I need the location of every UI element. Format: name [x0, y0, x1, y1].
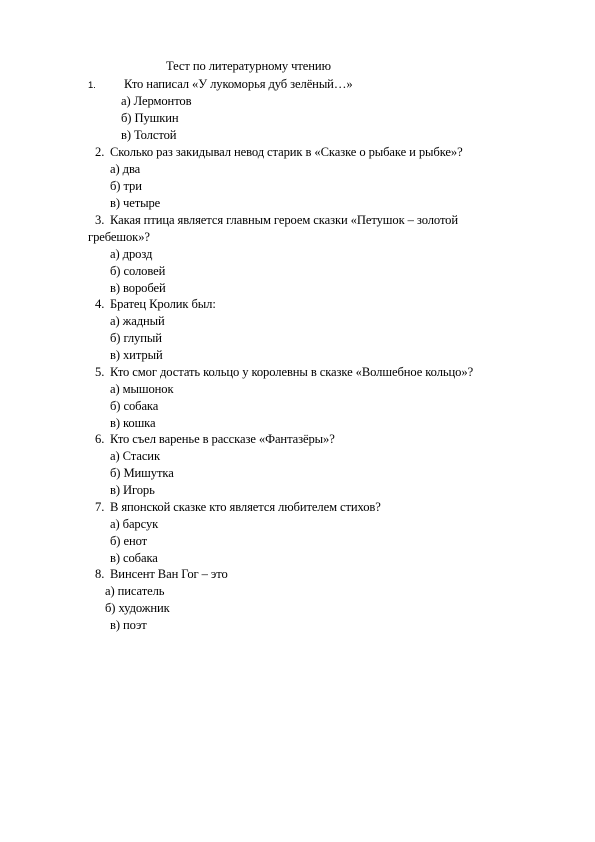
question-4-number: 4.: [95, 297, 105, 311]
question-5-option-c: в) кошка: [110, 416, 156, 430]
question-3-text-line1: Какая птица является главным героем сказки «Петушок – золотой: [110, 213, 459, 227]
question-7-option-a: а) барсук: [110, 517, 159, 531]
question-3-option-b: б) соловей: [110, 264, 166, 278]
question-5-number: 5.: [95, 365, 105, 379]
question-4-option-c: в) хитрый: [110, 348, 163, 362]
question-1-number: 1.: [88, 80, 96, 91]
question-1-text: Кто написал «У лукоморья дуб зелёный…»: [124, 77, 353, 91]
question-1-option-a: а) Лермонтов: [121, 94, 192, 108]
page-title: Тест по литературному чтению: [166, 59, 331, 73]
question-2-text: Сколько раз закидывал невод старик в «Сказке о рыбаке и рыбке»?: [110, 145, 463, 159]
question-2-option-a: а) два: [110, 162, 141, 176]
question-8-text: Винсент Ван Гог – это: [110, 567, 228, 581]
question-7-option-b: б) енот: [110, 534, 148, 548]
question-2-option-b: б) три: [110, 179, 142, 193]
question-3-option-c: в) воробей: [110, 281, 166, 295]
question-7-option-c: в) собака: [110, 551, 158, 565]
question-5-text: Кто смог достать кольцо у королевны в сказке «Волшебное кольцо»?: [110, 365, 474, 379]
question-7-number: 7.: [95, 500, 105, 514]
question-4-option-b: б) глупый: [110, 331, 162, 345]
question-4-text: Братец Кролик был:: [110, 297, 216, 311]
question-1-option-b: б) Пушкин: [121, 111, 179, 125]
question-5-option-a: а) мышонок: [110, 382, 174, 396]
question-6-option-b: б) Мишутка: [110, 466, 174, 480]
question-6-option-a: а) Стасик: [110, 449, 160, 463]
question-8-option-c: в) поэт: [110, 618, 147, 632]
question-8-option-b: б) художник: [105, 601, 170, 615]
question-8-number: 8.: [95, 567, 105, 581]
question-6-option-c: в) Игорь: [110, 483, 155, 497]
question-8-option-a: а) писатель: [105, 584, 165, 598]
question-1-option-c: в) Толстой: [121, 128, 177, 142]
question-7-text: В японской сказке кто является любителем стихов?: [110, 500, 381, 514]
question-4-option-a: а) жадный: [110, 314, 165, 328]
question-3-option-a: а) дрозд: [110, 247, 153, 261]
question-2-number: 2.: [95, 145, 105, 159]
question-5-option-b: б) собака: [110, 399, 159, 413]
question-6-text: Кто съел варенье в рассказе «Фантазёры»?: [110, 432, 335, 446]
question-6-number: 6.: [95, 432, 105, 446]
question-3-text-line2: гребешок»?: [88, 230, 150, 244]
question-2-option-c: в) четыре: [110, 196, 161, 210]
question-3-number: 3.: [95, 213, 105, 227]
